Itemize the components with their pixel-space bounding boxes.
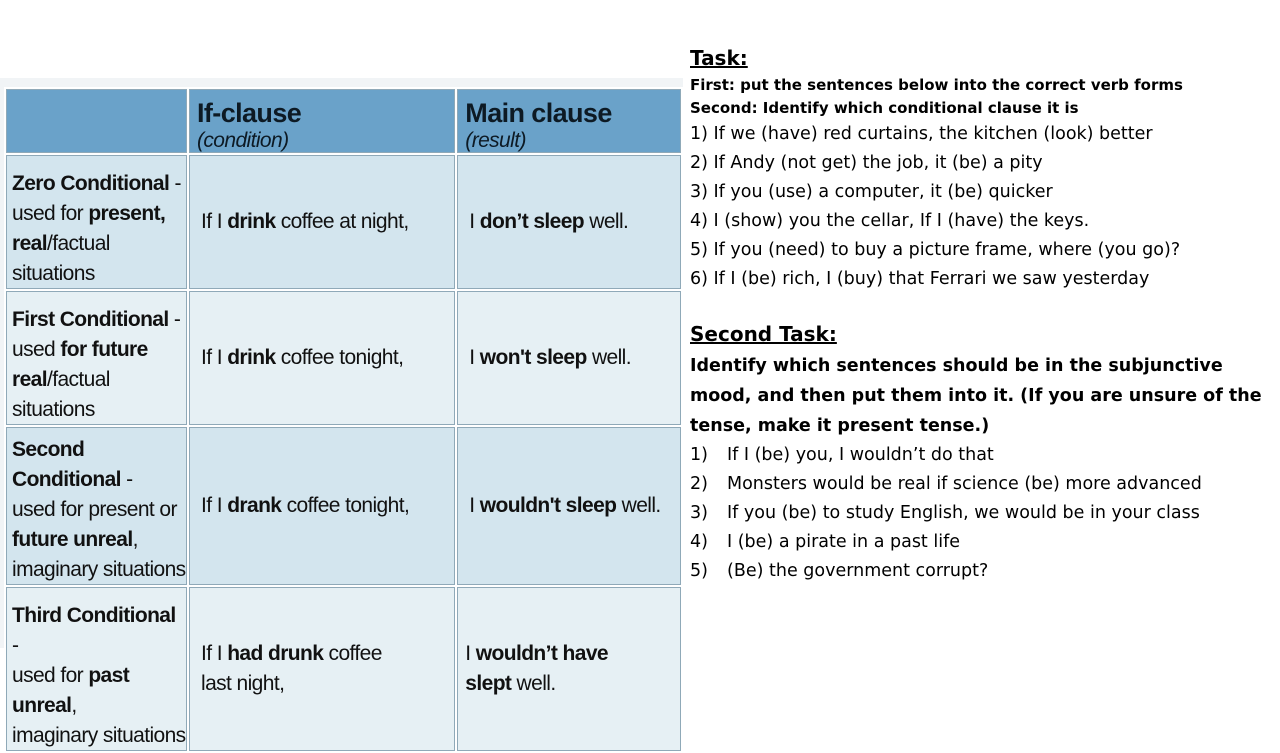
if-clause-cell: [188, 426, 456, 586]
desc-text: real: [12, 232, 47, 255]
desc-text: real: [12, 368, 47, 391]
list-number: 1): [690, 445, 708, 465]
table-header-row: [5, 88, 682, 154]
list-text: Monsters would be real if science (be) more advanced: [727, 474, 1202, 494]
main-clause-verb: wouldn’t have slept: [465, 642, 608, 695]
desc-text: past unreal: [12, 664, 130, 717]
list-item: [690, 441, 1270, 470]
conditionals-table-image: [0, 78, 683, 747]
table-row: [5, 154, 682, 290]
list-number: 5): [690, 561, 708, 581]
tasks-panel: [690, 46, 1270, 586]
if-clause-cell: [188, 290, 456, 426]
desc-text: imaginary situations: [12, 558, 186, 581]
header-empty-cell: [5, 88, 188, 154]
list-item: [690, 470, 1270, 499]
if-clause-verb: drink: [227, 346, 276, 369]
if-clause-text: If I: [201, 494, 228, 517]
if-clause-text: If I: [201, 346, 228, 369]
conditional-name-dash: -: [169, 172, 181, 195]
main-clause-subtitle: (result): [465, 129, 526, 152]
desc-text: imaginary situations: [12, 724, 186, 747]
if-clause-text: coffee tonight,: [281, 494, 410, 517]
task-item: 2) If Andy (not get) the job, it (be) a pity: [690, 153, 1043, 173]
desc-text: used for present or: [12, 498, 177, 521]
task-title: Task:: [690, 46, 748, 70]
conditional-name-dash: -: [120, 468, 133, 491]
if-clause-cell: [188, 154, 456, 290]
second-task-title: Second Task:: [690, 322, 837, 346]
if-clause-title: If-clause: [197, 98, 302, 128]
table-row: [5, 586, 682, 752]
list-text: If I (be) you, I wouldn’t do that: [727, 445, 994, 465]
header-main-clause: [456, 88, 682, 154]
conditionals-table: [4, 87, 683, 753]
task-item: 3) If you (use) a computer, it (be) quicker: [690, 182, 1053, 202]
main-clause-verb: don’t sleep: [479, 210, 585, 233]
desc-text: /factual situations: [12, 368, 110, 421]
desc-text: /factual situations: [12, 232, 110, 285]
main-clause-text: well.: [511, 672, 556, 695]
conditional-name-dash: -: [168, 308, 181, 331]
list-item: [690, 528, 1270, 557]
if-clause-text: coffee tonight,: [275, 346, 404, 369]
conditional-name: Third Conditional: [12, 604, 176, 627]
if-clause-verb: drank: [227, 494, 282, 517]
list-text: I (be) a pirate in a past life: [727, 532, 961, 552]
conditional-name: Zero Conditional: [12, 172, 170, 195]
list-number: 2): [690, 474, 708, 494]
task-item: 5) If you (need) to buy a picture frame, where (you go)?: [690, 240, 1181, 260]
desc-text: future unreal: [12, 528, 133, 551]
conditional-name: Second Conditional: [12, 438, 121, 491]
desc-text: present,: [88, 202, 166, 225]
if-clause-verb: drink: [227, 210, 276, 233]
task-item: 1) If we (have) red curtains, the kitchen (look) better: [690, 124, 1153, 144]
task-instruction-first: First: put the sentences below into the correct verb forms: [690, 76, 1183, 94]
list-number: 3): [690, 503, 708, 523]
list-item: [690, 499, 1270, 528]
main-clause-cell: [456, 586, 682, 752]
main-clause-text: I: [469, 494, 480, 517]
if-clause-text: If I: [201, 642, 228, 665]
conditional-type-cell: [5, 154, 188, 290]
header-if-clause: [188, 88, 456, 154]
conditional-name: First Conditional: [12, 308, 169, 331]
list-item: [690, 557, 1270, 586]
main-clause-verb: wouldn't sleep: [479, 494, 617, 517]
main-clause-text: I: [465, 642, 476, 665]
main-clause-cell: [456, 154, 682, 290]
if-clause-text: coffee at night,: [275, 210, 409, 233]
task-instruction-second: Second: Identify which conditional clause it is: [690, 99, 1079, 117]
if-clause-text: If I: [201, 210, 228, 233]
conditional-name-dash: -: [12, 634, 19, 657]
conditional-type-cell: [5, 426, 188, 586]
desc-text: ,: [71, 694, 77, 717]
main-clause-cell: [456, 290, 682, 426]
second-task-description: Identify which sentences should be in the subjunctive mood, and then put them into it. (If you are unsure of the tense, make it present tense.): [690, 356, 1262, 436]
task-item: 6) If I (be) rich, I (buy) that Ferrari we saw yesterday: [690, 269, 1150, 289]
main-clause-text: well.: [584, 210, 629, 233]
list-text: If you (be) to study English, we would be in your class: [727, 503, 1200, 523]
main-clause-text: well.: [586, 346, 631, 369]
if-clause-verb: had drunk: [227, 642, 324, 665]
table-row: [5, 426, 682, 586]
main-clause-cell: [456, 426, 682, 586]
table-row: [5, 290, 682, 426]
main-clause-verb: won't sleep: [479, 346, 587, 369]
main-clause-title: Main clause: [465, 98, 612, 128]
list-text: (Be) the government corrupt?: [727, 561, 989, 581]
list-number: 4): [690, 532, 708, 552]
main-clause-text: well.: [616, 494, 661, 517]
conditional-type-cell: [5, 290, 188, 426]
desc-text: used: [12, 338, 61, 361]
desc-text: used for: [12, 664, 89, 687]
desc-text: ,: [132, 528, 138, 551]
main-clause-text: I: [469, 210, 480, 233]
if-clause-text: coffee last night,: [201, 642, 382, 695]
desc-text: used for: [12, 202, 89, 225]
desc-text: for future: [60, 338, 148, 361]
if-clause-subtitle: (condition): [197, 129, 289, 152]
conditional-type-cell: [5, 586, 188, 752]
if-clause-cell: [188, 586, 456, 752]
task-item: 4) I (show) you the cellar, If I (have) the keys.: [690, 211, 1090, 231]
second-task-list: [690, 441, 1270, 586]
main-clause-text: I: [469, 346, 480, 369]
